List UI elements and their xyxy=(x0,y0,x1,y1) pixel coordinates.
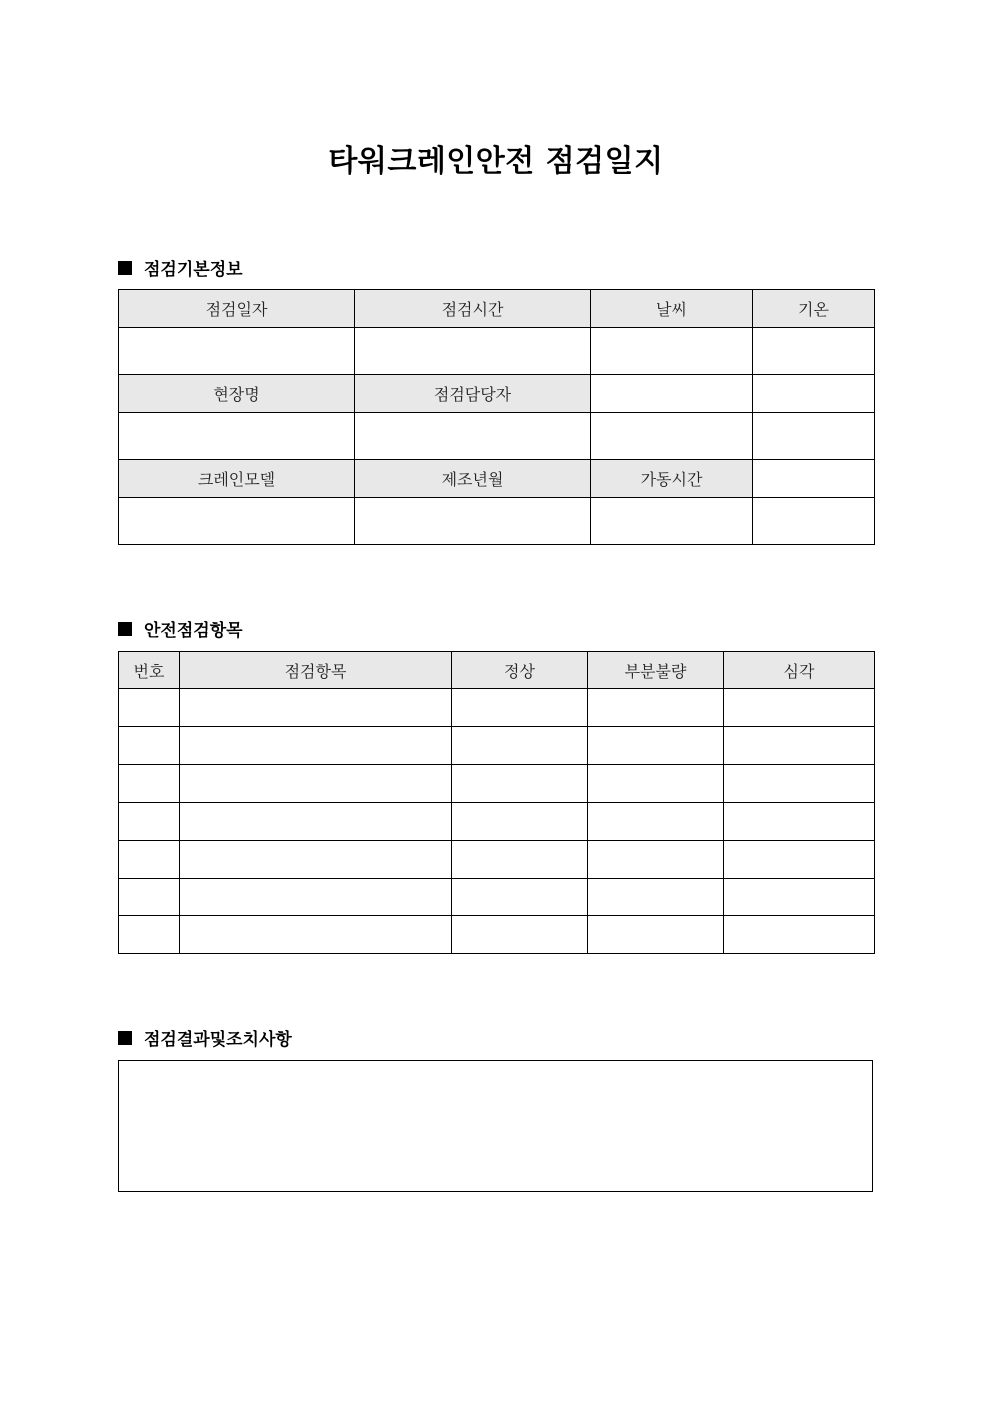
partial-defect-cell[interactable] xyxy=(588,727,724,765)
partial-defect-cell[interactable] xyxy=(588,916,724,954)
header-inspection-item: 점검항목 xyxy=(180,652,452,689)
header-number: 번호 xyxy=(119,652,180,689)
header-severe: 심각 xyxy=(724,652,875,689)
severe-cell[interactable] xyxy=(724,916,875,954)
header-manufacture-date: 제조년월 xyxy=(355,460,591,498)
table-row xyxy=(119,689,875,727)
severe-cell[interactable] xyxy=(724,803,875,841)
number-cell[interactable] xyxy=(119,689,180,727)
item-cell[interactable] xyxy=(180,841,452,879)
blank-cell[interactable] xyxy=(753,375,875,413)
item-cell[interactable] xyxy=(180,765,452,803)
number-cell[interactable] xyxy=(119,841,180,879)
inspection-time-field[interactable] xyxy=(355,328,591,375)
table-row xyxy=(119,803,875,841)
normal-cell[interactable] xyxy=(452,879,588,916)
header-crane-model: 크레인모델 xyxy=(119,460,355,498)
header-site-name: 현장명 xyxy=(119,375,355,413)
number-cell[interactable] xyxy=(119,765,180,803)
table-row xyxy=(119,841,875,879)
inspection-date-field[interactable] xyxy=(119,328,355,375)
square-bullet-icon xyxy=(118,622,132,636)
partial-defect-cell[interactable] xyxy=(588,689,724,727)
weather-field[interactable] xyxy=(591,328,753,375)
blank-cell[interactable] xyxy=(753,413,875,460)
normal-cell[interactable] xyxy=(452,803,588,841)
header-partial-defect: 부분불량 xyxy=(588,652,724,689)
table-row xyxy=(119,916,875,954)
item-cell[interactable] xyxy=(180,727,452,765)
table-row xyxy=(119,498,875,545)
item-cell[interactable] xyxy=(180,916,452,954)
table-row xyxy=(119,328,875,375)
table-row xyxy=(119,879,875,916)
table-row xyxy=(119,460,875,498)
number-cell[interactable] xyxy=(119,727,180,765)
normal-cell[interactable] xyxy=(452,689,588,727)
crane-model-field[interactable] xyxy=(119,498,355,545)
partial-defect-cell[interactable] xyxy=(588,879,724,916)
blank-cell[interactable] xyxy=(591,375,753,413)
number-cell[interactable] xyxy=(119,879,180,916)
temperature-field[interactable] xyxy=(753,328,875,375)
severe-cell[interactable] xyxy=(724,689,875,727)
section-heading-basic-info xyxy=(118,255,243,280)
normal-cell[interactable] xyxy=(452,765,588,803)
square-bullet-icon xyxy=(118,261,132,275)
table-row xyxy=(119,375,875,413)
site-name-field[interactable] xyxy=(119,413,355,460)
section-heading-results xyxy=(118,1025,292,1050)
severe-cell[interactable] xyxy=(724,765,875,803)
number-cell[interactable] xyxy=(119,916,180,954)
square-bullet-icon xyxy=(118,1031,132,1045)
partial-defect-cell[interactable] xyxy=(588,803,724,841)
number-cell[interactable] xyxy=(119,803,180,841)
header-temperature: 기온 xyxy=(753,290,875,328)
section-heading-label: 안전점검항목 xyxy=(144,621,243,641)
safety-items-table xyxy=(118,651,875,954)
normal-cell[interactable] xyxy=(452,727,588,765)
section-heading-safety-items xyxy=(118,616,243,641)
header-normal: 정상 xyxy=(452,652,588,689)
table-row xyxy=(119,290,875,328)
partial-defect-cell[interactable] xyxy=(588,765,724,803)
section-heading-label: 점검결과및조치사항 xyxy=(144,1030,292,1050)
header-inspection-time: 점검시간 xyxy=(355,290,591,328)
blank-cell[interactable] xyxy=(591,413,753,460)
header-inspection-date: 점검일자 xyxy=(119,290,355,328)
severe-cell[interactable] xyxy=(724,841,875,879)
item-cell[interactable] xyxy=(180,689,452,727)
severe-cell[interactable] xyxy=(724,879,875,916)
manufacture-date-field[interactable] xyxy=(355,498,591,545)
table-row xyxy=(119,727,875,765)
normal-cell[interactable] xyxy=(452,916,588,954)
partial-defect-cell[interactable] xyxy=(588,841,724,879)
normal-cell[interactable] xyxy=(452,841,588,879)
table-header-row xyxy=(119,652,875,689)
blank-cell[interactable] xyxy=(753,460,875,498)
section-heading-label: 점검기본정보 xyxy=(144,260,243,280)
page-title: 타워크레인안전 점검일지 xyxy=(328,144,664,179)
inspector-field[interactable] xyxy=(355,413,591,460)
table-row xyxy=(119,765,875,803)
operating-hours-field[interactable] xyxy=(591,498,753,545)
header-inspector: 점검담당자 xyxy=(355,375,591,413)
results-and-actions-field[interactable] xyxy=(118,1060,873,1192)
item-cell[interactable] xyxy=(180,803,452,841)
header-operating-hours: 가동시간 xyxy=(591,460,753,498)
blank-cell[interactable] xyxy=(753,498,875,545)
item-cell[interactable] xyxy=(180,879,452,916)
table-row xyxy=(119,413,875,460)
severe-cell[interactable] xyxy=(724,727,875,765)
basic-info-table xyxy=(118,289,875,545)
header-weather: 날씨 xyxy=(591,290,753,328)
